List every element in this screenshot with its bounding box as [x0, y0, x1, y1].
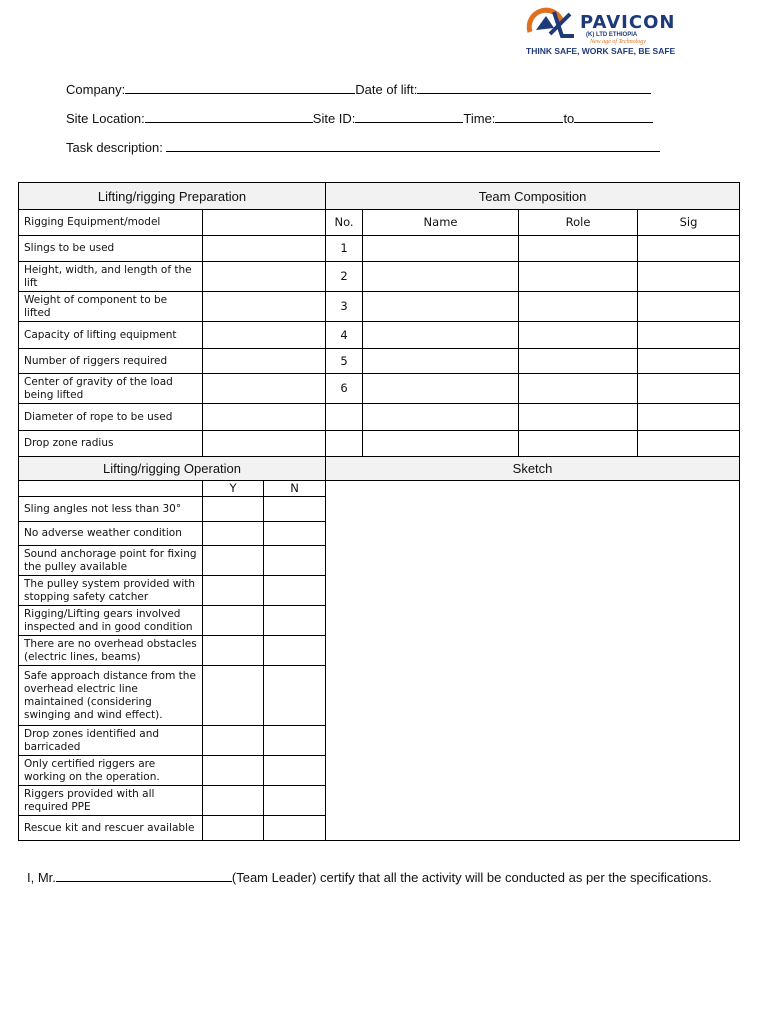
- site-location-label: Site Location:: [66, 111, 145, 126]
- team-name-1[interactable]: [363, 236, 519, 262]
- time-label: Time:: [463, 111, 496, 126]
- team-role-2[interactable]: [519, 262, 638, 292]
- col-sig: Sig: [638, 210, 740, 236]
- col-role: Role: [519, 210, 638, 236]
- op-item-7: Drop zones identified and barricaded: [19, 726, 203, 756]
- op-yes-3[interactable]: [203, 576, 264, 606]
- team-no-3: 3: [326, 292, 363, 322]
- team-role-5[interactable]: [519, 349, 638, 374]
- site-id-field[interactable]: [355, 110, 463, 123]
- team-heading: Team Composition: [326, 183, 740, 210]
- col-no: No.: [326, 210, 363, 236]
- logo-subtitle: (K) LTD ETHIOPIA: [586, 32, 638, 38]
- prep-value-2[interactable]: [203, 262, 326, 292]
- team-role-8[interactable]: [519, 431, 638, 457]
- cert-prefix: I, Mr.: [27, 870, 56, 885]
- team-no-7[interactable]: [326, 404, 363, 431]
- op-yes-7[interactable]: [203, 726, 264, 756]
- team-name-6[interactable]: [363, 374, 519, 404]
- prep-item-0: Rigging Equipment/model: [19, 210, 203, 236]
- op-yes-8[interactable]: [203, 756, 264, 786]
- date-field[interactable]: [417, 81, 651, 94]
- logo-motto: THINK SAFE, WORK SAFE, BE SAFE: [526, 46, 676, 56]
- op-item-5: There are no overhead obstacles (electric lines, beams): [19, 636, 203, 666]
- team-no-2: 2: [326, 262, 363, 292]
- time-to-field[interactable]: [574, 110, 653, 123]
- op-no-8[interactable]: [264, 756, 326, 786]
- prep-item-8: Drop zone radius: [19, 431, 203, 457]
- op-item-1: No adverse weather condition: [19, 522, 203, 546]
- col-no-answer: N: [264, 481, 326, 497]
- team-role-7[interactable]: [519, 404, 638, 431]
- team-no-1: 1: [326, 236, 363, 262]
- team-leader-name-field[interactable]: [56, 869, 232, 882]
- col-yes: Y: [203, 481, 264, 497]
- team-sig-1[interactable]: [638, 236, 740, 262]
- team-no-8[interactable]: [326, 431, 363, 457]
- certification-statement: [27, 868, 727, 887]
- team-role-3[interactable]: [519, 292, 638, 322]
- site-row: [66, 110, 653, 126]
- col-name: Name: [363, 210, 519, 236]
- team-sig-3[interactable]: [638, 292, 740, 322]
- time-from-field[interactable]: [495, 110, 563, 123]
- team-role-4[interactable]: [519, 322, 638, 349]
- team-sig-8[interactable]: [638, 431, 740, 457]
- team-no-5: 5: [326, 349, 363, 374]
- op-yes-5[interactable]: [203, 636, 264, 666]
- task-field[interactable]: [166, 139, 660, 152]
- op-no-10[interactable]: [264, 816, 326, 841]
- team-name-3[interactable]: [363, 292, 519, 322]
- op-no-4[interactable]: [264, 606, 326, 636]
- logo-brand: PAVICON: [580, 12, 676, 33]
- sketch-area[interactable]: [326, 481, 740, 841]
- company-label: Company:: [66, 82, 126, 97]
- prep-item-6: Center of gravity of the load being lifted: [19, 374, 203, 404]
- op-item-9: Riggers provided with all required PPE: [19, 786, 203, 816]
- prep-item-2: Height, width, and length of the lift: [19, 262, 203, 292]
- op-yes-0[interactable]: [203, 497, 264, 522]
- team-name-8[interactable]: [363, 431, 519, 457]
- prep-value-6[interactable]: [203, 374, 326, 404]
- prep-value-7[interactable]: [203, 404, 326, 431]
- op-yes-10[interactable]: [203, 816, 264, 841]
- op-item-6: Safe approach distance from the overhead electric line maintained (considering swinging and wind effect).: [19, 666, 203, 726]
- op-yes-6[interactable]: [203, 666, 264, 726]
- prep-item-3: Weight of component to be lifted: [19, 292, 203, 322]
- prep-value-1[interactable]: [203, 236, 326, 262]
- time-to-label: to: [563, 111, 575, 126]
- team-sig-4[interactable]: [638, 322, 740, 349]
- logo-tagline: New age of Technology: [590, 39, 646, 45]
- operation-blank-header: [19, 481, 203, 497]
- op-yes-1[interactable]: [203, 522, 264, 546]
- preparation-heading: Lifting/rigging Preparation: [19, 183, 326, 210]
- op-no-1[interactable]: [264, 522, 326, 546]
- team-no-4: 4: [326, 322, 363, 349]
- team-sig-2[interactable]: [638, 262, 740, 292]
- prep-value-3[interactable]: [203, 292, 326, 322]
- op-item-3: The pulley system provided with stopping safety catcher: [19, 576, 203, 606]
- pavicon-logo-icon: [524, 6, 584, 46]
- team-name-2[interactable]: [363, 262, 519, 292]
- op-no-9[interactable]: [264, 786, 326, 816]
- date-label: Date of lift:: [355, 82, 418, 97]
- op-no-3[interactable]: [264, 576, 326, 606]
- team-sig-5[interactable]: [638, 349, 740, 374]
- company-row: [66, 81, 651, 97]
- op-no-7[interactable]: [264, 726, 326, 756]
- team-role-1[interactable]: [519, 236, 638, 262]
- op-item-4: Rigging/Lifting gears involved inspected and in good condition: [19, 606, 203, 636]
- team-sig-6[interactable]: [638, 374, 740, 404]
- op-no-2[interactable]: [264, 546, 326, 576]
- task-label: Task description:: [66, 140, 163, 155]
- op-yes-9[interactable]: [203, 786, 264, 816]
- prep-item-5: Number of riggers required: [19, 349, 203, 374]
- site-location-field[interactable]: [145, 110, 313, 123]
- team-sig-7[interactable]: [638, 404, 740, 431]
- operation-heading: Lifting/rigging Operation: [19, 457, 326, 481]
- op-yes-4[interactable]: [203, 606, 264, 636]
- op-item-0: Sling angles not less than 30°: [19, 497, 203, 522]
- team-name-5[interactable]: [363, 349, 519, 374]
- op-item-2: Sound anchorage point for fixing the pulley available: [19, 546, 203, 576]
- op-item-8: Only certified riggers are working on the operation.: [19, 756, 203, 786]
- op-yes-2[interactable]: [203, 546, 264, 576]
- team-name-7[interactable]: [363, 404, 519, 431]
- company-logo: [524, 6, 724, 58]
- prep-value-5[interactable]: [203, 349, 326, 374]
- prep-value-4[interactable]: [203, 322, 326, 349]
- op-no-0[interactable]: [264, 497, 326, 522]
- prep-item-1: Slings to be used: [19, 236, 203, 262]
- team-role-6[interactable]: [519, 374, 638, 404]
- prep-value-0[interactable]: [203, 210, 326, 236]
- prep-item-7: Diameter of rope to be used: [19, 404, 203, 431]
- op-no-6[interactable]: [264, 666, 326, 726]
- prep-value-8[interactable]: [203, 431, 326, 457]
- op-item-10: Rescue kit and rescuer available: [19, 816, 203, 841]
- team-no-6: 6: [326, 374, 363, 404]
- task-row: [66, 139, 660, 155]
- team-name-4[interactable]: [363, 322, 519, 349]
- op-no-5[interactable]: [264, 636, 326, 666]
- sketch-heading: Sketch: [326, 457, 740, 481]
- cert-suffix: (Team Leader) certify that all the activity will be conducted as per the specifications.: [231, 870, 712, 885]
- prep-item-4: Capacity of lifting equipment: [19, 322, 203, 349]
- lifting-form-table: [18, 182, 740, 841]
- site-id-label: Site ID:: [312, 111, 356, 126]
- company-field[interactable]: [125, 81, 355, 94]
